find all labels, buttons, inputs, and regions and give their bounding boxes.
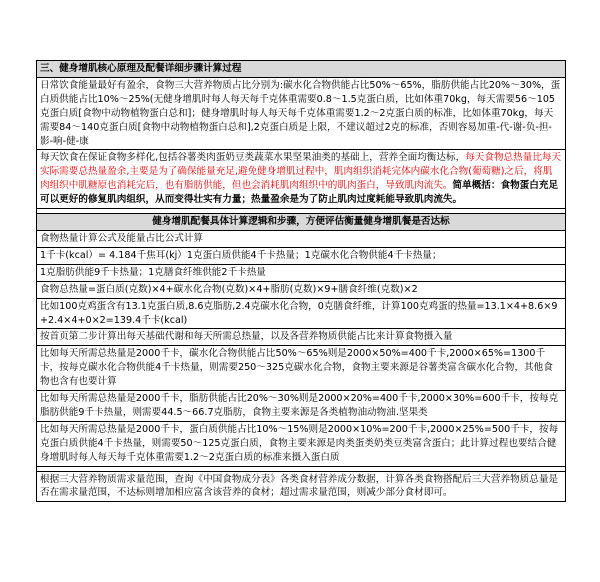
surplus-paragraph [37,150,565,209]
egg-example-row: 比如100克鸡蛋含有13.1克蛋白质,8.6克脂肪,2.4克碳水化合物，0克膳食纤维，计算100克鸡蛋的热量=13.1×4+8.6×9+2.4×4+0×2=139.4千卡(kcal) [37,299,565,330]
total-formula-row: 食物总热量=蛋白质(克数)×4+碳水化合物(克数)×4+脂肪(克数)×9+膳食纤维(克数)×2 [37,282,565,299]
surplus-text: 每天饮食在保证食物多样化,包括谷薯类肉蛋奶豆类蔬菜水果坚果油类的基础上，营养全面均衡达标， [40,152,466,164]
surplus-red-text: 每天食物总热量比每天实际需要总热量盈余,主要是为了确保能量充足,避免健身增肌过程中，肌肉组织消耗完体内碳水化合物(葡萄糖)之后，将肌肉组织中肌糖原也消耗完后，也有脂肪供能，但也会消耗肌肉组织中的肌肉蛋白，导致肌肉流失。 [40,152,562,192]
carb-example-row: 比如每天所需总热量是2000千卡，碳水化合物供能占比50%～65%则是2000×50%=400千卡,2000×65%=1300千卡，按每克碳水化合物供能4千卡热量，则需要250～325克碳水化合物，食物主要来源是谷薯类富含碳水化合物，其他食物也含有也要计算 [37,346,565,391]
final-row: 根据三大营养物质需求量范围，查询《中国食物成分表》各类食材营养成分数据，计算各类食物搭配后三大营养物质总量是否在需求量范围，不达标则增加相应富含该营养的食材；超过需求量范围，则减少部分食材即可。 [37,472,565,503]
step2-row: 按首页第二步计算出每天基础代谢和每天所需总热量，以及各营养物质供能占比来计算食物摄入量 [37,329,565,346]
calc-section-title: 健身增肌配餐具体计算逻辑和步骤，方便评估衡量健身增肌餐是否达标 [37,214,565,231]
fat-example-row: 比如每天所需总热量是2000千卡，脂肪供能占比20%～30%则是2000×20%=400千卡,2000×30%=600千卡，按每克脂肪供能9千卡热量，则需要44.5～66.7克脂肪，食物主要来源是各类植物油动物油.坚果类 [37,391,565,422]
protein-example-row: 比如每天所需总热量是2000千卡，蛋白质供能占比10%～15%则是2000×10%=200千卡,2000×25%=500千卡，按每克蛋白质供能4千卡热量，则需要50～125克蛋白质，食物主要来源是肉类蛋类奶类豆类富含蛋白；此计算过程也要结合健身增肌时每人每天每千克体重需要1.2～2克蛋白质的标准来摄入蛋白质 [37,422,565,467]
summary-text: 简单概括：食物蛋白充足可以更好的修复肌肉组织，从而变得壮实有力量；热量盈余是为了防止肌肉过度耗能导致肌肉流失。 [40,180,559,206]
fat-fiber-row: 1克脂肪供能9千卡热量；1克膳食纤维供能2千卡热量 [37,265,565,282]
nutrition-sheet [36,60,566,502]
units-row: 1千卡(kcal）= 4.184千焦耳(kj）1克蛋白质供能4千卡热量；1克碳水化合物供能4千卡热量； [37,248,565,265]
section3-title: 三、健身增肌核心原理及配餐详细步骤计算过程 [37,61,565,78]
formula-heading: 食物热量计算公式及能量占比公式计算 [37,231,565,248]
principle-paragraph: 日常饮食能量最好有盈余，食物三大营养物质占比分别为:碳水化合物供能占比50%～65%，脂肪供能占比20%～30%，蛋白质供能占比10%～25%(无健身增肌时每人每天每千克体重需要0.8～1.5克蛋白质，比如体重70kg，每天需要56～105克蛋白质[食物中动物植物蛋白总和]；健身增肌时每人每天每千克体重需要1.2～2克蛋白质的标准，比如体重70kg，每天需要84～140克蛋白质[食物中动物植物蛋白总和],2克蛋白质是上限，不建议超过2克的标准，否则容易加重-代-谢-负-担-影-响-健-康 [37,78,565,151]
